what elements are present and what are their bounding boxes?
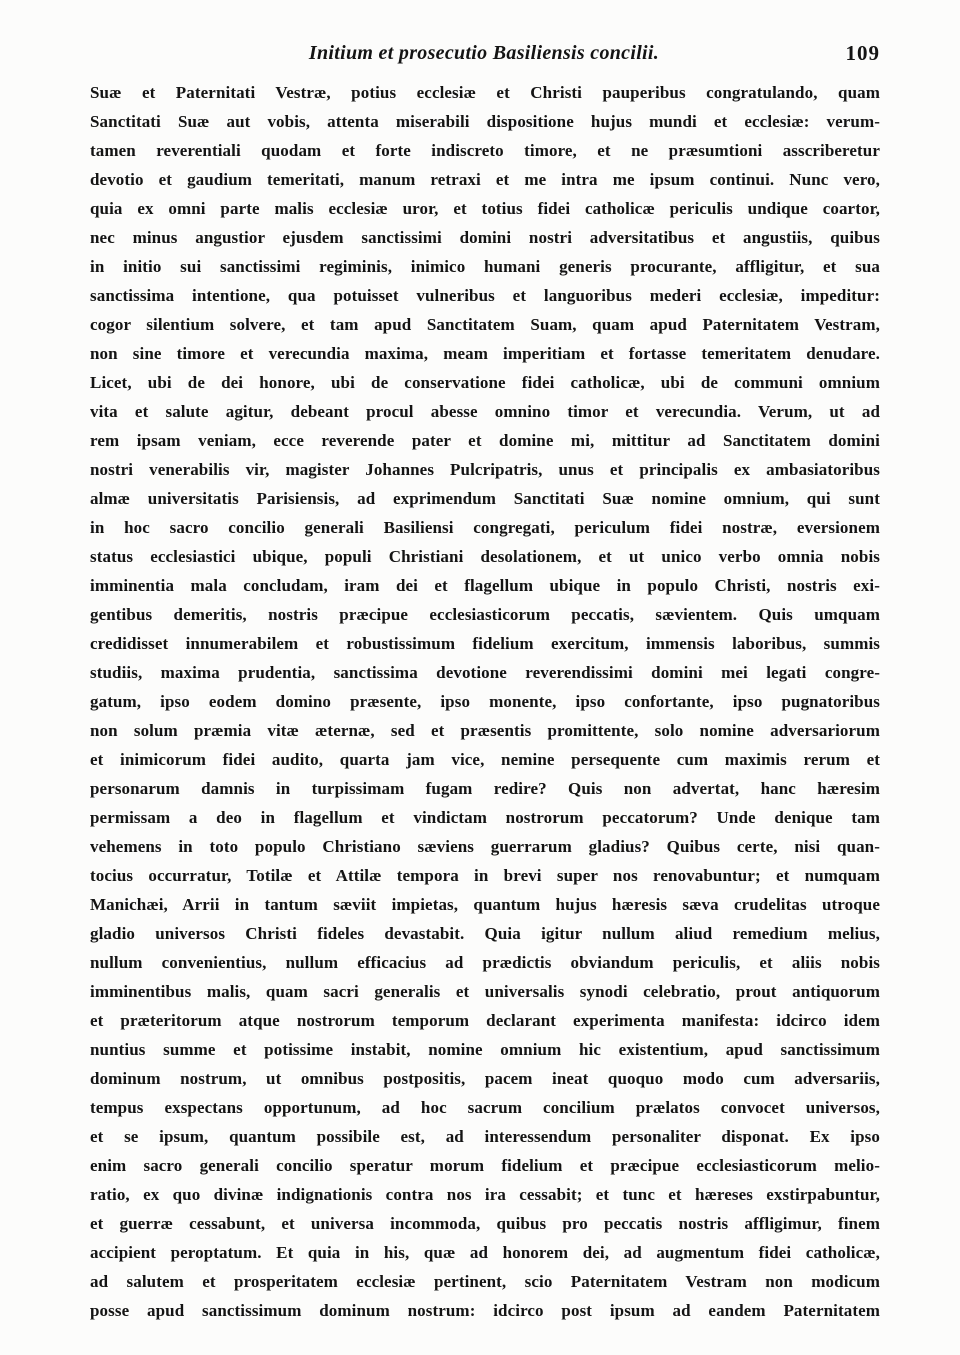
text-line: imminentibus malis, quam sacri generalis et universalis synodi celebratio, prout antiquorum [90,982,880,1001]
text-line: status ecclesiastici ubique, populi Christiani desolationem, et ut unico verbo omnia nobis [90,547,880,566]
text-line: nullum convenientius, nullum efficacius ad prædictis obviandum periculis, et aliis nobis [90,953,880,972]
text-line: personarum damnis in turpissimam fugam redire? Quis non advertat, hanc hæresim [90,779,880,798]
text-line: Licet, ubi de dei honore, ubi de conservatione fidei catholicæ, ubi de communi omnium [90,373,880,392]
text-line: gatum, ipso eodem domino præsente, ipso monente, ipso confortante, ipso pugnatoribus [90,692,880,711]
running-title: Initium et prosecutio Basiliensis concilii. [308,42,660,64]
text-line: vita et salute agitur, debeant procul abesse omnino timor et verecundia. Verum, ut ad [90,402,880,421]
text-line: quia ex omni parte malis ecclesiæ uror, et totius fidei catholicæ periculis undique coartor, [90,199,880,218]
text-line: nuntius summe et potissime instabit, nomine omnium hic existentium, apud sanctissimum [90,1040,880,1059]
body-text [90,78,880,1325]
text-line: ratio, ex quo divinæ indignationis contra nos ira cessabit; et tunc et hæreses exstirpabuntur, [90,1185,880,1204]
page-header [88,42,880,72]
text-line: Sanctitati Suæ aut vobis, attenta miserabili dispositione hujus mundi et ecclesiæ: verum- [90,112,880,131]
text-line: et se ipsum, quantum possibile est, ad interessendum personaliter disponat. Ex ipso [90,1127,880,1146]
text-line: devotio et gaudium temeritati, manum retraxi et me intra me ipsum continui. Nunc vero, [90,170,880,189]
text-line: credidisset innumerabilem et robustissimum fidelium exercitum, immensis laboribus, summis [90,634,880,653]
text-line: ad salutem et prosperitatem ecclesiæ pertinent, scio Paternitatem Vestram non modicum [90,1272,880,1291]
text-line: et præteritorum atque nostrorum temporum declarant experimenta manifesta: idcirco idem [90,1011,880,1030]
text-line: accipient peroptatum. Et quia in his, quæ ad honorem dei, ad augmentum fidei catholicæ, [90,1243,880,1262]
text-line: nostri venerabilis vir, magister Johannes Pulcripatris, unus et principalis ex ambasiatoribus [90,460,880,479]
text-line: rem ipsam veniam, ecce reverende pater et domine mi, mittitur ad Sanctitatem domini [90,431,880,450]
text-line: vehemens in toto populo Christiano sæviens guerrarum gladius? Quibus certe, nisi quan- [90,837,880,856]
text-line: gentibus demeritis, nostris præcipue ecclesiasticorum peccatis, sævientem. Quis umquam [90,605,880,624]
page-number: 109 [845,41,880,65]
text-line: in hoc sacro concilio generali Basiliensi congregati, periculum fidei nostræ, eversionem [90,518,880,537]
text-line: non solum præmia vitæ æternæ, sed et præsentis promittente, solo nomine adversariorum [90,721,880,740]
text-line: tempus exspectans opportunum, ad hoc sacrum concilium prælatos convocet universos, [90,1098,880,1117]
text-line: Manichæi, Arrii in tantum sæviit impietas, quantum hujus hæresis sæva crudelitas utroque [90,895,880,914]
text-line: almæ universitatis Parisiensis, ad exprimendum Sanctitati Suæ nomine omnium, qui sunt [90,489,880,508]
text-line: sanctissima intentione, qua potuisset vulneribus et languoribus mederi ecclesiæ, impeditur: [90,286,880,305]
text-line: cogor silentium solvere, et tam apud Sanctitatem Suam, quam apud Paternitatem Vestram, [90,315,880,334]
text-line: permissam a deo in flagellum et vindictam nostrorum peccatorum? Unde denique tam [90,808,880,827]
text-line: Suæ et Paternitati Vestræ, potius ecclesiæ et Christi pauperibus congratulando, quam [90,83,880,102]
text-line: studiis, maxima prudentia, sanctissima devotione reverendissimi domini mei legati congre- [90,663,880,682]
text-line: dominum nostrum, ut omnibus postpositis, pacem ineat quoquo modo cum adversariis, [90,1069,880,1088]
text-line: tamen reverentiali quodam et forte indiscreto timore, et ne præsumtioni asscriberetur [90,141,880,160]
text-line: imminentia mala concludam, iram dei et flagellum ubique in populo Christi, nostris exi- [90,576,880,595]
text-line: tocius occurratur, Totilæ et Attilæ tempora in brevi super nos renovabuntur; et numquam [90,866,880,885]
text-line: enim sacro generali concilio speratur morum fidelium et præcipue ecclesiasticorum melio- [90,1156,880,1175]
text-line: nec minus angustior ejusdem sanctissimi domini nostri adversitatibus et angustiis, quibus [90,228,880,247]
text-line: et inimicorum fidei audito, quarta jam vice, nemine persequente cum maximis rerum et [90,750,880,769]
text-line: posse apud sanctissimum dominum nostrum: idcirco post ipsum ad eandem Paternitatem [90,1301,880,1320]
text-line: non sine timore et verecundia maxima, meam imperitiam et fortasse temeritatem denudare. [90,344,880,363]
text-line: gladio universos Christi fideles devastabit. Quia igitur nullum aliud remedium melius, [90,924,880,943]
text-line: in initio sui sanctissimi regiminis, inimico humani generis procurante, affligitur, et sua [90,257,880,276]
text-line: et guerræ cessabunt, et universa incommoda, quibus pro peccatis nostris affligimur, finem [90,1214,880,1233]
